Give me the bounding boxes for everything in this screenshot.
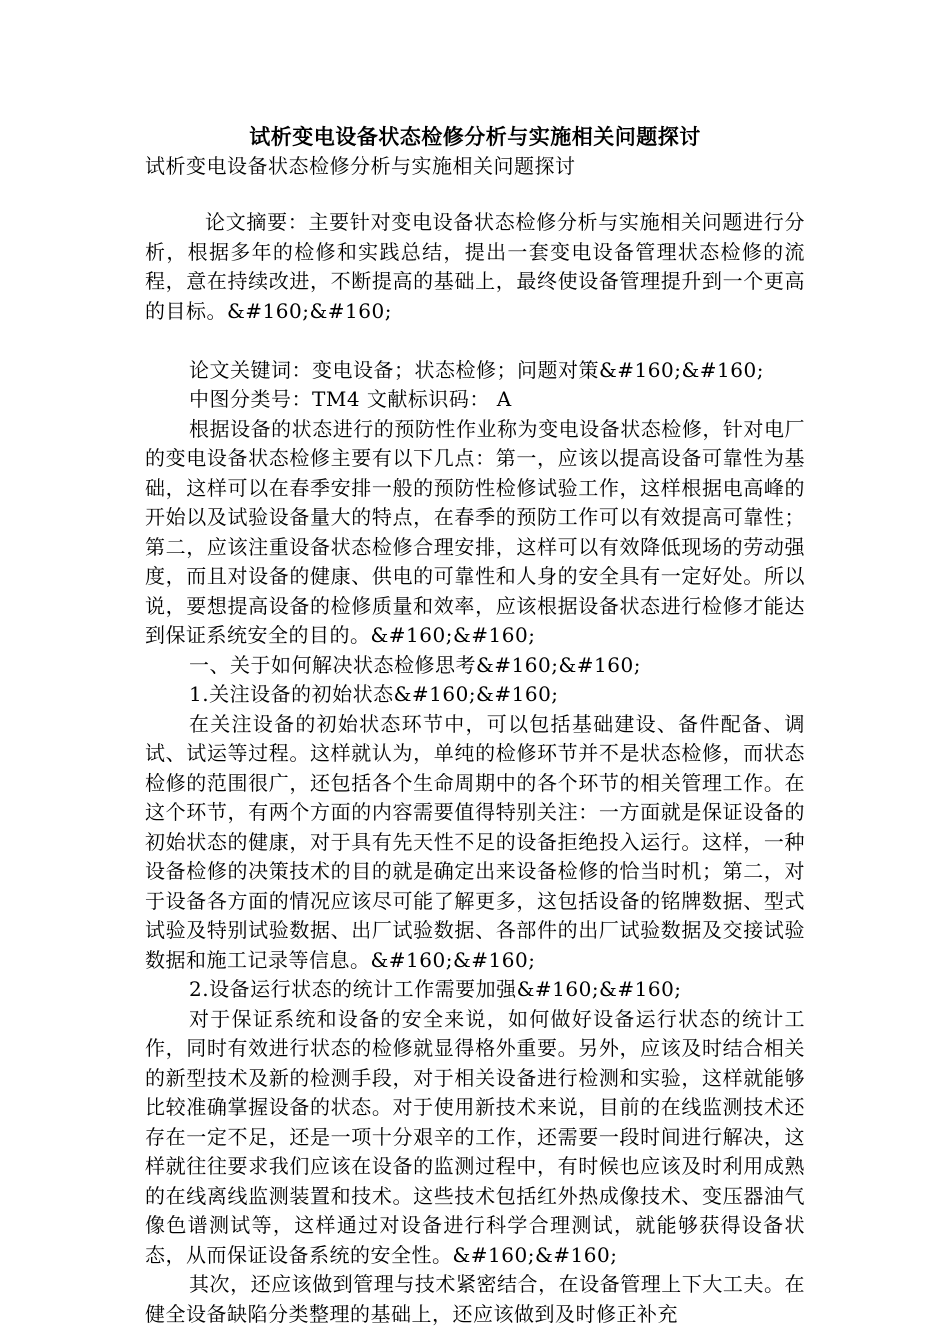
subsection-heading: 1.关注设备的初始状态&#160;&#160;: [189, 682, 559, 706]
document-title: 试析变电设备状态检修分析与实施相关问题探讨: [249, 125, 701, 149]
body-paragraph: 根据设备的状态进行的预防性作业称为变电设备状态检修，针对电厂的变电设备状态检修主要有以下几点：第一，应该以提高设备可靠性为基础，这样可以在春季安排一般的预防性检修试验工作，这样根据电高峰的开始以及试验设备量大的特点，在春季的预防工作可以有效提高可靠性；第二，应该注重设备状态检修合理安排，这样可以有效降低现场的劳动强度，而且对设备的健康、供电的可靠性和人身的安全具有一定好处。所以说，要想提高设备的检修质量和效率，应该根据设备状态进行检修才能达到保证系统安全的目的。&#160;&#160;: [145, 416, 805, 647]
keywords-line: 论文关键词：变电设备；状态检修；问题对策&#160;&#160;: [189, 357, 764, 382]
body-paragraph: 对于保证系统和设备的安全来说，如何做好设备运行状态的统计工作，同时有效进行状态的检修就显得格外重要。另外，应该及时结合相关的新型技术及新的检测手段，对于相关设备进行检测和实验，这样就能够比较准确掌握设备的状态。对于使用新技术来说，目前的在线监测技术还存在一定不足，还是一项十分艰辛的工作，还需要一段时间进行解决，这样就往往要求我们应该在设备的监测过程中，有时候也应该及时利用成熟的在线离线监测装置和技术。这些技术包括红外热成像技术、变压器油气像色谱测试等，这样通过对设备进行科学合理测试，就能够获得设备状态，从而保证设备系统的安全性。&#160;&#160;: [145, 1006, 805, 1267]
body-paragraph: 在关注设备的初始状态环节中，可以包括基础建设、备件配备、调试、试运等过程。这样就认为，单纯的检修环节并不是状态检修，而状态检修的范围很广，还包括各个生命周期中的各个环节的相关管理工作。在这个环节，有两个方面的内容需要值得特别关注：一方面就是保证设备的初始状态的健康，对于具有先天性不足的设备拒绝投入运行。这样，一种设备检修的决策技术的目的就是确定出来设备检修的恰当时机；第二，对于设备各方面的情况应该尽可能了解更多，这包括设备的铭牌数据、型式试验及特别试验数据、出厂试验数据、各部件的出厂试验数据及交接试验数据和施工记录等信息。&#160;&#160;: [145, 711, 805, 972]
section-heading: 一、关于如何解决状态检修思考&#160;&#160;: [189, 652, 641, 677]
body-paragraph: 其次，还应该做到管理与技术紧密结合，在设备管理上下大工夫。在健全设备缺陷分类整理的基础上，还应该做到及时修正补充: [145, 1272, 805, 1326]
abstract-paragraph: 论文摘要：主要针对变电设备状态检修分析与实施相关问题进行分析，根据多年的检修和实践总结，提出一套变电设备管理状态检修的流程，意在持续改进，不断提高的基础上，最终使设备管理提升到一个更高的目标。&#160;&#160;: [145, 210, 805, 323]
classification-line: 中图分类号：TM4 文献标识码： A: [189, 387, 512, 411]
document-page: [145, 122, 805, 1329]
subsection-heading: 2.设备运行状态的统计工作需要加强&#160;&#160;: [189, 977, 682, 1001]
blank-line: [145, 326, 805, 356]
document-subtitle: 试析变电设备状态检修分析与实施相关问题探讨: [145, 154, 576, 178]
